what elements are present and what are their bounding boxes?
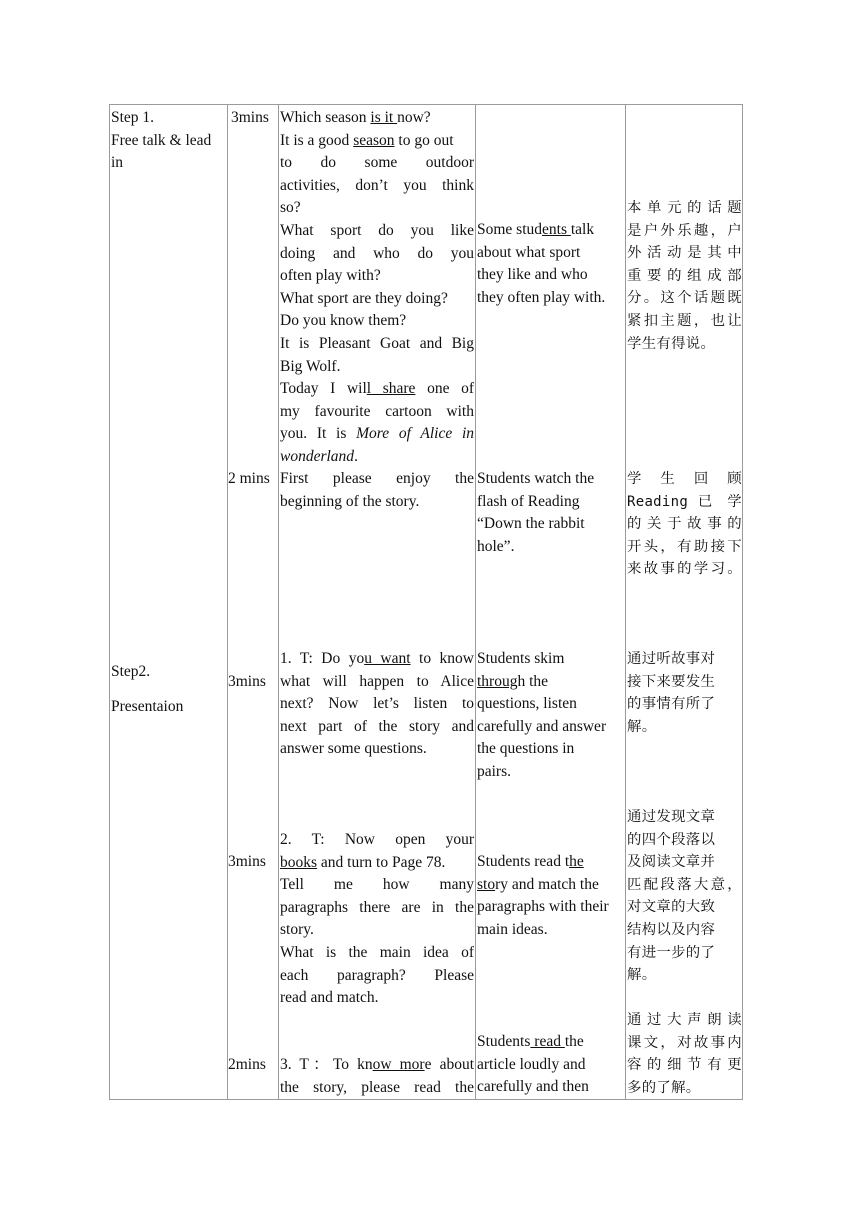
time-label: 2 mins — [228, 470, 270, 487]
step1-title: Step 1. — [111, 109, 155, 126]
time-label: 3mins — [231, 109, 269, 126]
step1-label: in — [111, 154, 124, 172]
teacher-activity-2: First please enjoy the beginning of the story. — [280, 470, 474, 510]
student-activity-3: Students skim through the questions, listen carefully and answer the questions in pairs. — [477, 650, 607, 780]
teacher-activity-5: 3. T：To know more about the story, please read the — [280, 1056, 474, 1096]
step2-title: Step2. — [111, 663, 151, 680]
student-activity-4: Students read the story and match the paragraphs with their main ideas. — [477, 853, 609, 938]
column-divider — [227, 105, 228, 1099]
teacher-activity-4: 2. T: Now open your books and turn to Page 78. Tell me how many paragraphs there are in the story. What is the main idea of each paragraph? Please read and match. — [280, 831, 474, 1007]
purpose-2: 学 生 回 顾 Reading 已 学 的关于故事的 开头，有助接下 来故事的学习。 — [627, 471, 742, 578]
time-label: 3mins — [228, 673, 266, 690]
column-divider — [625, 105, 626, 1099]
step2-label: Presentaion — [111, 698, 184, 715]
teacher-activity-1: Which season is it now? It is a good season to go out to do some outdoor activities, don’t you think so? What sport do you like doing and who do you often play with? What sport are they doing? Do you know them? It is Pleasant Goat and Big Big Wolf. Today I will share one of my favourite cartoon with you. It is More of Alice in wonderland. — [280, 109, 474, 465]
student-activity-1: Some students talk about what sport they like and who they often play with. — [477, 221, 606, 306]
step1-label: Free talk & lead — [111, 131, 212, 149]
teacher-activity-3: 1. T: Do you want to know what will happen to Alice next? Now let’s listen to next part of the story and answer some questions. — [280, 650, 474, 758]
purpose-3: 通过听故事对 接下来要发生 的事情有所了 解。 — [627, 651, 716, 735]
time-label: 3mins — [228, 853, 266, 870]
purpose-1: 本单元的话题 是户外乐趣，户 外活动是其中 重要的组成部 分。这个话题既 紧扣主题，也让 学生有得说。 — [627, 200, 742, 352]
step1-cell — [111, 107, 225, 175]
student-activity-5: Students read the article loudly and carefully and then — [477, 1033, 589, 1096]
column-divider — [278, 105, 279, 1099]
column-divider — [475, 105, 476, 1099]
time-label: 2mins — [228, 1056, 266, 1073]
student-activity-2: Students watch the flash of Reading “Down the rabbit hole”. — [477, 470, 595, 555]
purpose-5: 通过大声朗读 课文，对故事内 容的细节有更 多的了解。 — [627, 1012, 742, 1096]
purpose-4: 通过发现文章 的四个段落以 及阅读文章并 匹配段落大意， 对文章的大致 结构以及内容 有进一步的了 解。 — [627, 809, 742, 984]
